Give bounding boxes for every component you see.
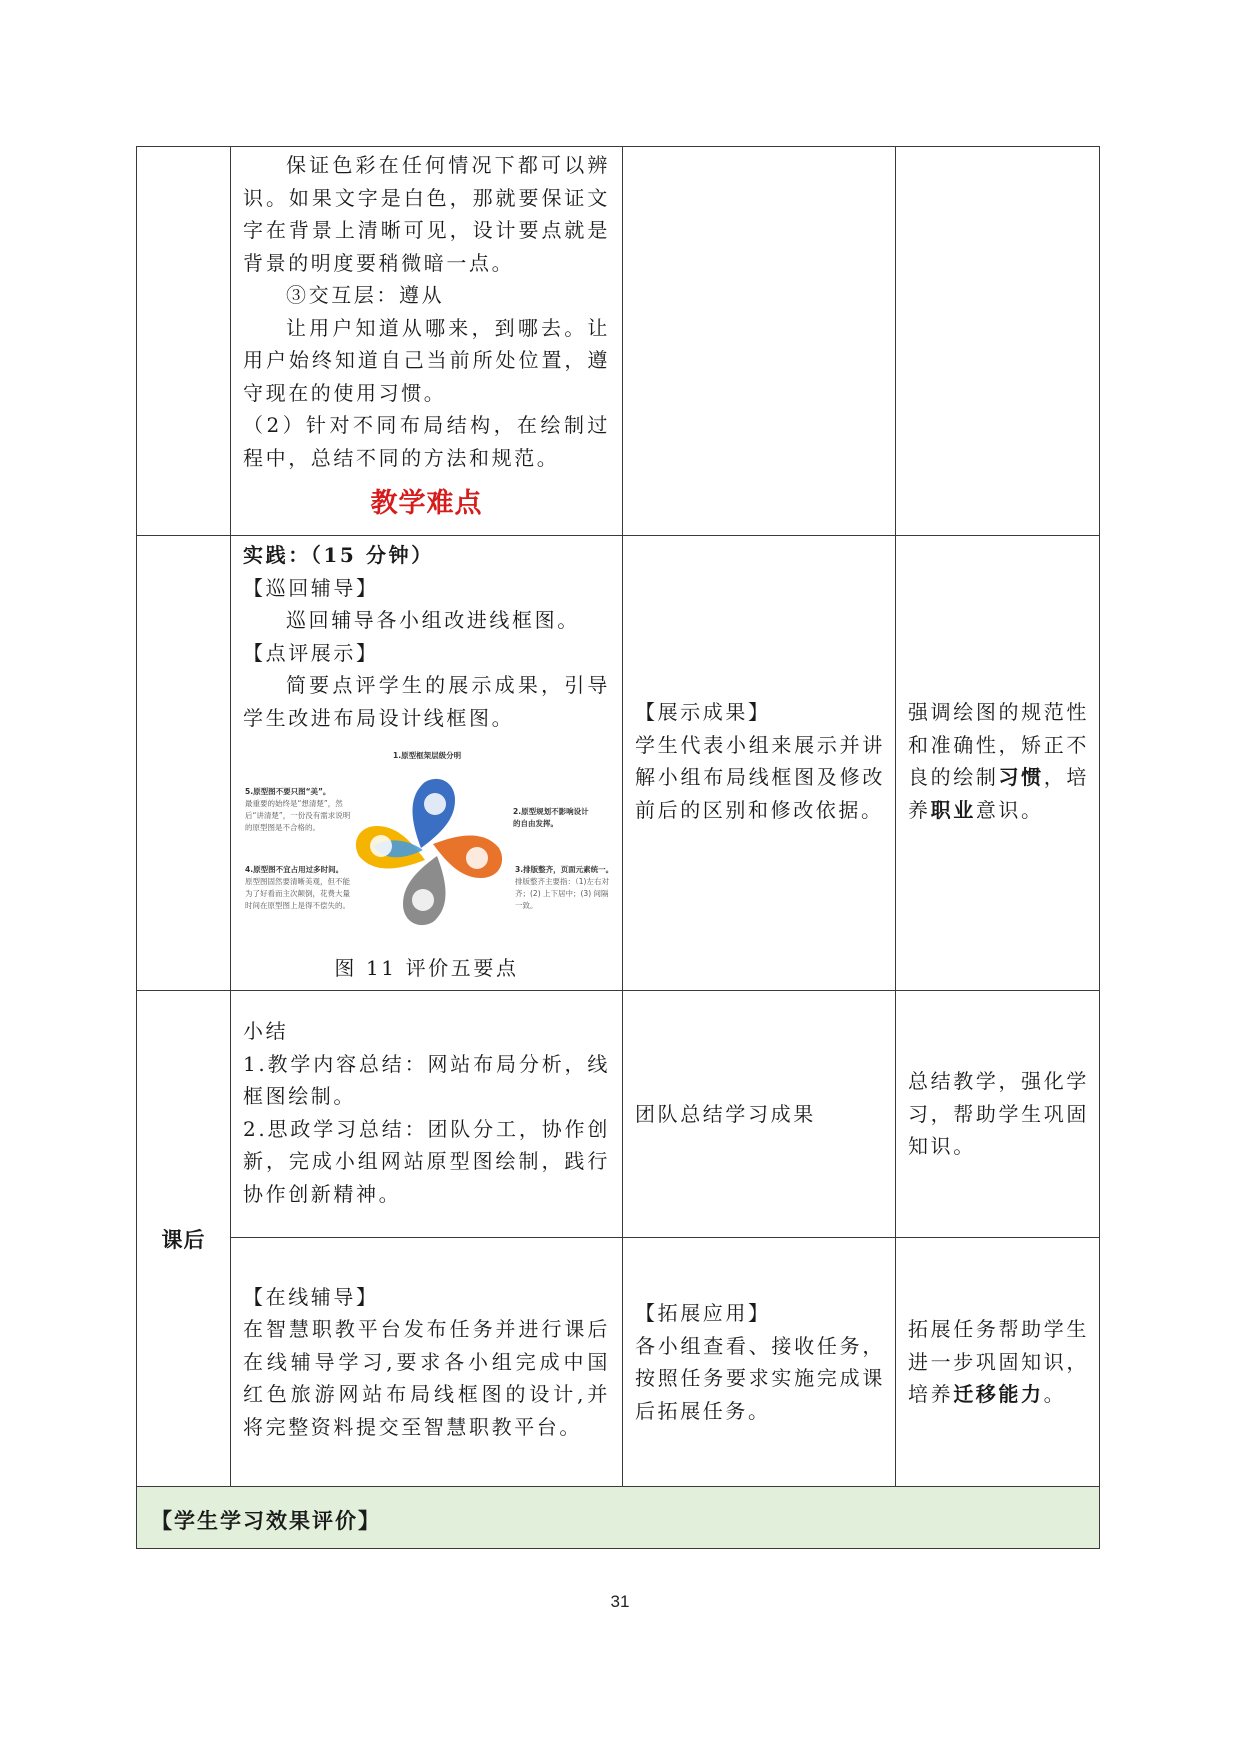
- intent-practice-text: 强调绘图的规范性和准确性，矫正不良的绘制习惯，培养职业意识。: [908, 700, 1090, 822]
- summary-line-1: 1.教学内容总结：网站布局分析，线框图绘制。: [243, 1051, 610, 1108]
- stage-cell-practice: [136, 535, 231, 991]
- evaluation-title: 【学生学习效果评价】: [151, 1508, 381, 1533]
- content-cell-continuation: [230, 146, 623, 536]
- teaching-difficulty-heading: 教学难点: [370, 488, 483, 519]
- paragraph-color: 保证色彩在任何情况下都可以辨识。如果文字是白色，那就要保证文字在背景上清晰可见，设计要点就是背景的明度要稍微暗一点。: [243, 153, 610, 275]
- stage-cell-empty: [136, 146, 231, 536]
- show-result-text: 学生代表小组来展示并讲解小组布局线框图及修改前后的区别和修改依据。: [635, 732, 885, 822]
- figure-label-3: 3.排版整齐，页面元素统一。 排版整齐主要指：（1)左右对齐；(2) 上下居中；(3) 间隔一致。: [515, 865, 614, 910]
- figure-label-2: 2.原型规划不影响设计 的自由发挥。: [513, 807, 589, 828]
- show-result-heading: 【展示成果】: [635, 700, 771, 724]
- stage-label-after-class: 课后: [161, 1226, 206, 1252]
- extend-heading: 【拓展应用】: [635, 1301, 771, 1325]
- student-cell-summary: [622, 990, 896, 1238]
- online-text: 在智慧职教平台发布任务并进行课后在线辅导学习,要求各小组完成中国红色旅游网站布局线框图的设计,并将完整资料提交至智慧职教平台。: [243, 1317, 610, 1439]
- figure-label-5: 5.原型图不要只图“美”。 最重要的始终是“想清楚”，然后“讲清楚”，一份没有需求说明的原型图是不合格的。: [245, 787, 351, 832]
- student-cell-practice: [622, 535, 896, 991]
- summary-line-2: 2.思政学习总结：团队分工，协作创新，完成小组网站原型图绘制，践行协作创新精神。: [243, 1116, 610, 1206]
- figure-label-1: 1.原型框架层级分明: [393, 751, 462, 760]
- content-cell-practice: [230, 535, 623, 991]
- extend-text: 各小组查看、接收任务，按照任务要求实施完成课后拓展任务。: [635, 1333, 885, 1423]
- intent-cell-summary: [895, 990, 1100, 1238]
- content-cell-summary: [230, 990, 623, 1238]
- review-heading: 【点评展示】: [243, 640, 379, 665]
- paragraph-interaction-layer: ③交互层：遵从: [286, 283, 445, 307]
- content-cell-online: [230, 1237, 623, 1487]
- intent-cell-practice: [895, 535, 1100, 991]
- intent-cell-online: [895, 1237, 1100, 1487]
- intent-cell-empty: [895, 146, 1100, 536]
- summary-student-text: 团队总结学习成果: [635, 1101, 816, 1126]
- tour-text: 巡回辅导各小组改进线框图。: [286, 608, 580, 632]
- summary-title: 小结: [243, 1019, 289, 1043]
- page-number: 31: [610, 1592, 630, 1611]
- evaluation-row: [136, 1486, 1100, 1549]
- summary-intent-text: 总结教学，强化学习，帮助学生巩固知识。: [908, 1069, 1089, 1159]
- paragraph-layout-structure: （2）针对不同布局结构，在绘制过程中，总结不同的方法和规范。: [243, 413, 610, 470]
- paragraph-user-location: 让用户知道从哪来，到哪去。让用户始终知道自己当前所处位置，遵守现在的使用习惯。: [243, 315, 610, 405]
- tour-heading: 【巡回辅导】: [243, 575, 379, 600]
- lesson-plan-table: [136, 146, 1100, 1548]
- review-text: 简要点评学生的展示成果，引导学生改进布局设计线框图。: [243, 673, 610, 730]
- practice-title: 实践：（15 分钟）: [243, 543, 434, 567]
- student-cell-empty: [622, 146, 896, 536]
- figure-caption: 图 11 评价五要点: [334, 956, 519, 980]
- stage-cell-after-class: [136, 990, 231, 1487]
- online-heading: 【在线辅导】: [243, 1284, 379, 1309]
- evaluation-five-points-figure: [243, 748, 615, 934]
- student-cell-online: [622, 1237, 896, 1487]
- figure-label-4: 4.原型图不宜占用过多时间。 原型图固然要清晰美观，但不能为了好看而主次颠倒，花费大量时间在原型图上是得不偿失的。: [245, 865, 350, 910]
- online-intent-text: 拓展任务帮助学生进一步巩固知识，培养迁移能力。: [908, 1317, 1089, 1407]
